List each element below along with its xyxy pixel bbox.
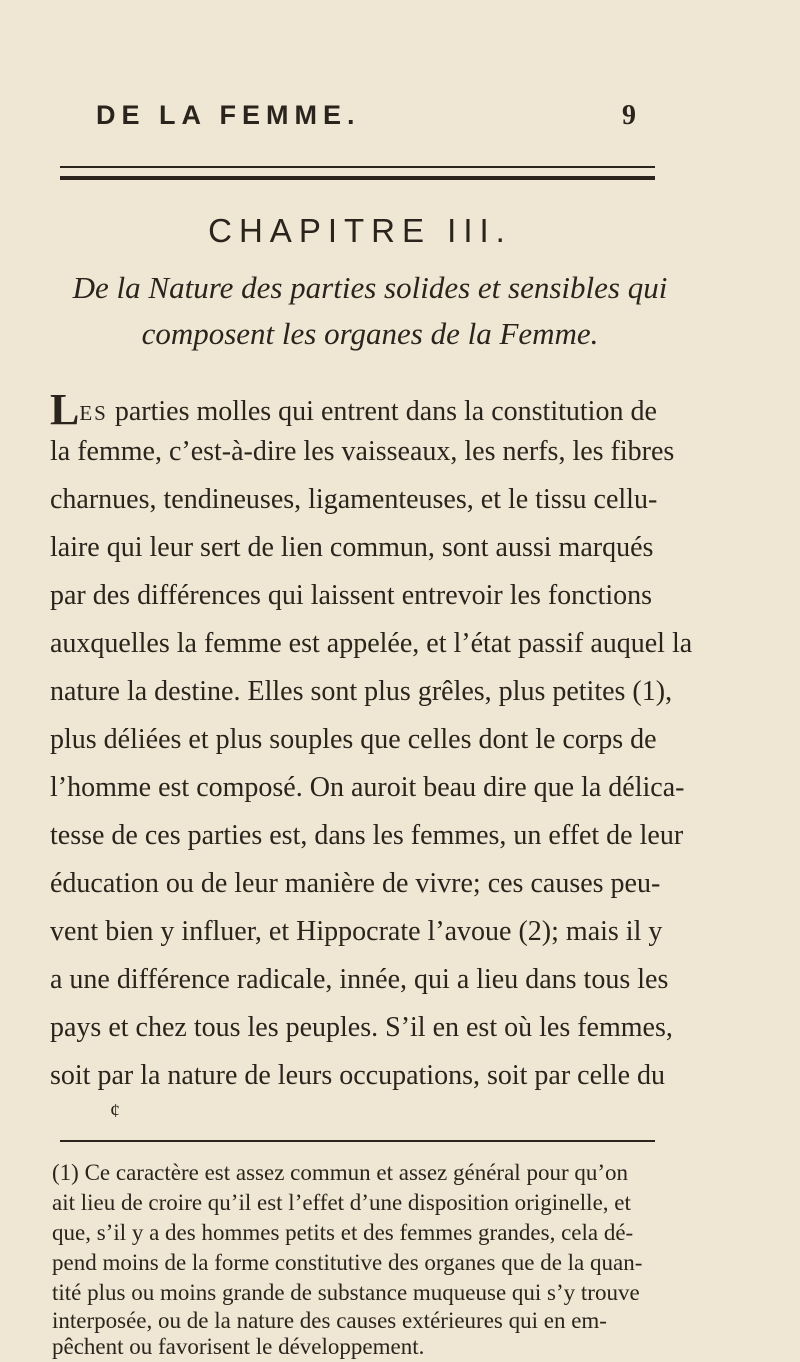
body-line: l’homme est composé. On auroit beau dire que la délica-: [50, 772, 685, 803]
footnote-line: interposée, ou de la nature des causes extérieures qui en em-: [52, 1308, 607, 1333]
body-line: a une différence radicale, innée, qui a lieu dans tous les: [50, 964, 669, 995]
body-line: soit par la nature de leurs occupations, soit par celle du: [50, 1060, 666, 1091]
footnote-line: que, s’il y a des hommes petits et des femmes grandes, cela dé-: [52, 1220, 634, 1245]
body-line: tesse de ces parties est, dans les femmes, un effet de leur: [50, 820, 684, 851]
running-head: [0, 100, 800, 150]
body-line: la femme, c’est-à-dire les vaisseaux, les nerfs, les fibres: [50, 436, 675, 467]
footnote-line: tité plus ou moins grande de substance muqueuse qui s’y trouve: [52, 1280, 640, 1305]
body-line: charnues, tendineuses, ligamenteuses, et le tissu cellu-: [50, 484, 658, 515]
chapter-subtitle-line-2: composent les organes de la Femme.: [141, 316, 599, 351]
body-line: par des différences qui laissent entrevoir les fonctions: [50, 580, 653, 611]
footnote-line: pêchent ou favorisent le développement.: [52, 1334, 425, 1359]
footnote-line: pend moins de la forme constitutive des organes que de la quan-: [52, 1250, 643, 1275]
body-line: pays et chez tous les peuples. S’il en est où les femmes,: [50, 1012, 673, 1043]
header-rule-thick: [60, 176, 655, 180]
body-line-first: [50, 385, 670, 434]
footnote-rule: [60, 1140, 655, 1142]
page-number: 9: [622, 100, 636, 131]
chapter-title: CHAPITRE III.: [208, 212, 512, 249]
body-line: nature la destine. Elles sont plus grêles, plus petites (1),: [50, 676, 673, 707]
body-line: laire qui leur sert de lien commun, sont aussi marqués: [50, 532, 654, 563]
footnote-line: (1) Ce caractère est assez commun et assez général pour qu’on: [52, 1160, 629, 1185]
drop-cap: L: [50, 385, 80, 434]
header-rule-thin: [60, 166, 655, 168]
chapter-subtitle-line-1: De la Nature des parties solides et sensibles qui: [72, 270, 668, 305]
body-line: éducation ou de leur manière de vivre; ces causes peu-: [50, 868, 661, 899]
body-line: vent bien y influer, et Hippocrate l’avoue (2); mais il y: [50, 916, 663, 947]
drop-cap-smallcaps: ES: [79, 401, 108, 425]
body-line: plus déliées et plus souples que celles dont le corps de: [50, 724, 657, 755]
body-line: auxquelles la femme est appelée, et l’état passif auquel la: [50, 628, 693, 659]
catchword: ¢: [110, 1100, 120, 1122]
running-title: DE LA FEMME.: [96, 100, 361, 130]
first-line-text: parties molles qui entrent dans la constitution de: [107, 396, 657, 427]
footnote-line: ait lieu de croire qu’il est l’effet d’une disposition originelle, et: [52, 1190, 631, 1215]
